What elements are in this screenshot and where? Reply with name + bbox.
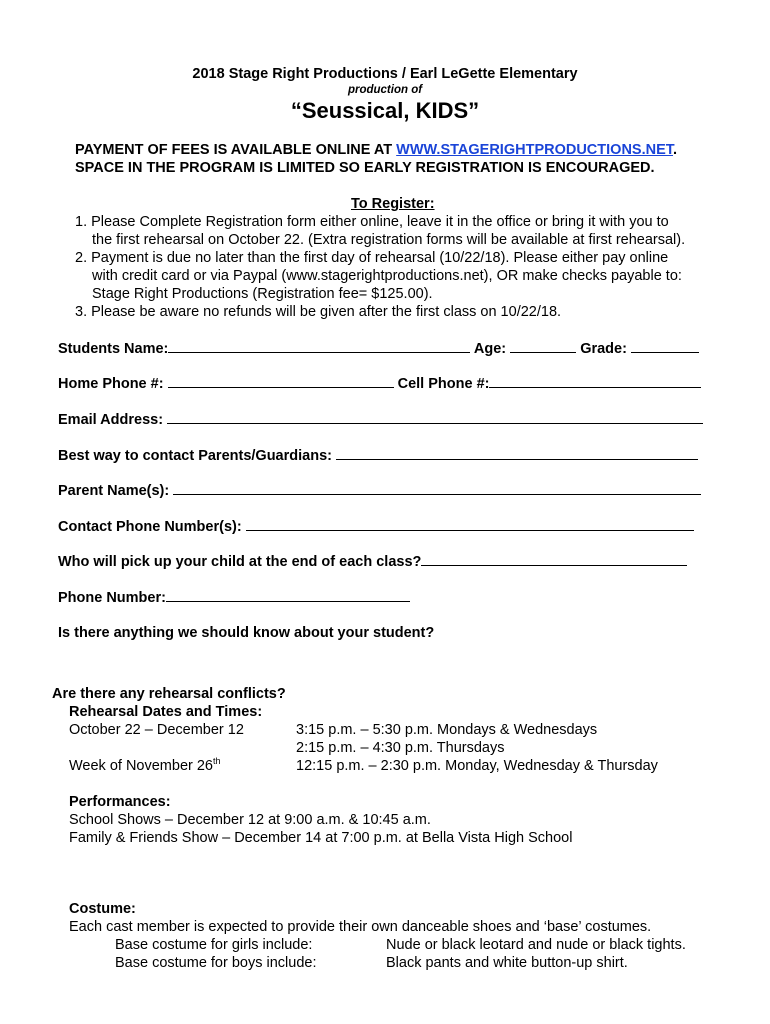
header-line-2: production of [347, 84, 423, 96]
pickup-row [58, 553, 687, 570]
best-contact-label: Best way to contact Parents/Guardians: [58, 448, 332, 464]
website-link[interactable]: WWW.STAGERIGHTPRODUCTIONS.NET [396, 142, 674, 158]
contact-phone-row [58, 518, 694, 535]
rehearsal-dates-2-text: Week of November 26 [69, 758, 213, 774]
payment-notice [75, 142, 677, 158]
costume-heading: Costume: [69, 901, 136, 917]
phone-number-field[interactable] [166, 589, 410, 602]
best-contact-row [58, 447, 698, 464]
cell-phone-label: Cell Phone #: [397, 376, 490, 392]
register-item-2-line-2: with credit card or via Paypal (www.stagerightproductions.net), OR make checks payable to: [92, 268, 682, 284]
home-phone-field[interactable] [168, 375, 394, 388]
parent-names-row [58, 482, 701, 499]
pickup-label: Who will pick up your child at the end of each class? [58, 554, 422, 570]
cell-phone-field[interactable] [489, 375, 701, 388]
contact-phone-field[interactable] [246, 518, 694, 531]
age-label: Age: [473, 341, 507, 357]
costume-girls-value: Nude or black leotard and nude or black tights. [386, 937, 686, 953]
parent-names-label: Parent Name(s): [58, 483, 170, 499]
rehearsal-dates-1: October 22 – December 12 [69, 722, 244, 738]
home-phone-label: Home Phone #: [58, 376, 164, 392]
register-item-2-line-1: 2. Payment is due no later than the first day of rehearsal (10/22/18). Please either pay online [75, 250, 669, 266]
register-item-2-line-3: Stage Right Productions (Registration fee= $125.00). [92, 286, 433, 302]
student-name-row [58, 340, 699, 357]
phone-number-label: Phone Number: [58, 590, 166, 606]
rehearsal-time-1: 3:15 p.m. – 5:30 p.m. Mondays & Wednesdays [296, 722, 598, 738]
grade-label: Grade: [580, 341, 627, 357]
student-name-label: Students Name: [58, 341, 169, 357]
costume-boys-label: Base costume for boys include: [115, 955, 317, 971]
rehearsal-time-3: 12:15 p.m. – 2:30 p.m. Monday, Wednesday & Thursday [296, 758, 658, 774]
email-field[interactable] [167, 411, 703, 424]
performances-heading: Performances: [69, 794, 171, 810]
payment-notice-period: . [673, 142, 678, 158]
register-item-1-line-2: the first rehearsal on October 22. (Extra registration forms will be available at first rehearsal). [92, 232, 686, 248]
document-title: “Seussical, KIDS” [290, 98, 480, 123]
costume-girls-label: Base costume for girls include: [115, 937, 313, 953]
rehearsal-question: Are there any rehearsal conflicts? [52, 686, 286, 702]
register-heading: To Register: [351, 196, 435, 212]
family-show: Family & Friends Show – December 14 at 7:00 p.m. at Bella Vista High School [69, 830, 573, 846]
student-name-field[interactable] [168, 340, 470, 353]
costume-intro: Each cast member is expected to provide their own danceable shoes and ‘base’ costumes. [69, 919, 652, 935]
phone-number-row [58, 589, 410, 606]
parent-names-field[interactable] [173, 482, 701, 495]
rehearsal-time-2: 2:15 p.m. – 4:30 p.m. Thursdays [296, 740, 505, 756]
phone-row [58, 375, 701, 392]
payment-notice-text: PAYMENT OF FEES IS AVAILABLE ONLINE AT [75, 142, 397, 158]
header-line-1: 2018 Stage Right Productions / Earl LeGette Elementary [192, 66, 578, 82]
space-notice: SPACE IN THE PROGRAM IS LIMITED SO EARLY REGISTRATION IS ENCOURAGED. [75, 160, 655, 176]
age-field[interactable] [510, 340, 576, 353]
rehearsal-dates-2-suffix: th [213, 756, 221, 767]
grade-field[interactable] [631, 340, 699, 353]
register-item-3: 3. Please be aware no refunds will be given after the first class on 10/22/18. [75, 304, 562, 320]
anything-label: Is there anything we should know about your student? [58, 625, 435, 641]
costume-boys-value: Black pants and white button-up shirt. [386, 955, 628, 971]
contact-phone-label: Contact Phone Number(s): [58, 519, 242, 535]
email-label: Email Address: [58, 412, 164, 428]
pickup-field[interactable] [421, 553, 687, 566]
register-item-1-line-1: 1. Please Complete Registration form either online, leave it in the office or bring it with you to [75, 214, 669, 230]
email-row [58, 411, 703, 428]
best-contact-field[interactable] [336, 447, 698, 460]
rehearsal-dates-2 [69, 758, 221, 774]
school-shows: School Shows – December 12 at 9:00 a.m. & 10:45 a.m. [69, 812, 431, 828]
rehearsal-heading: Rehearsal Dates and Times: [69, 704, 263, 720]
